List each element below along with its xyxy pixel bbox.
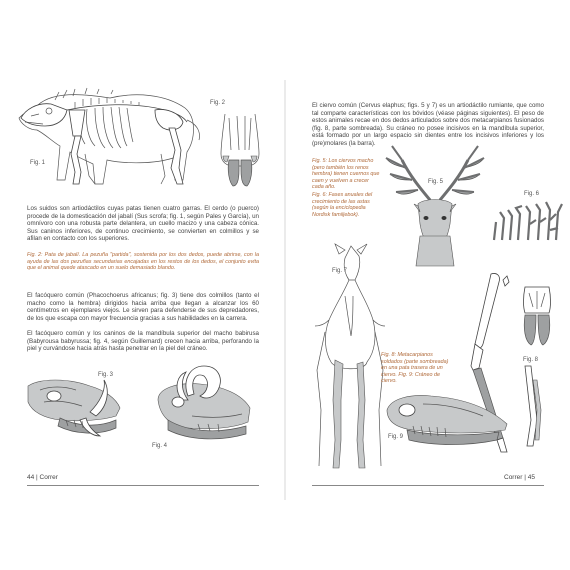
right-folio: Correr | 45 <box>504 474 535 481</box>
left-paragraph-1: Los suidos son artiodáctilos cuyas patas tienen cuatro garras. El cerdo (o puerco) procede de la domesticación del jabalí (Sus scrofa; fig. 1, según Pales y García), un omnívoro con una robusta parte delantera, un cuello macizo y una cabeza cónica. Sus caninos inferiores, de continuo crecimiento, se convierten en colmillos y se afilan en contacto con los superiores. <box>27 205 259 243</box>
babirusa-skull-illustration <box>148 360 258 450</box>
fig8-label: Fig. 8 <box>523 357 539 363</box>
antler-growth-stages-illustration <box>490 200 565 245</box>
warthog-skull-illustration <box>20 372 130 442</box>
deer-hoof-illustration <box>517 283 557 353</box>
left-paragraph-2: El facóquero común (Phacochoerus africanus; fig. 3) tiene dos colmillos (tanto el macho como la hembra) dirigidos hacia arriba que llegan a alcanzar los 60 centímetros en ejemplares viejos. Le sirven para defenderse de sus depredadores, de los que escapa con mayor frecuencia gracias a sus habilidades en la carrera. <box>27 292 259 322</box>
fig3-label: Fig. 3 <box>98 372 114 378</box>
right-caption-fig8-9: Fig. 8: Metacarpianos soldados (parte sombreada) en una pata trasera de un ciervo. Fig. 9: Cráneo de ciervo. <box>381 352 449 385</box>
fig7-label: Fig. 7 <box>332 268 348 274</box>
deer-skull-illustration <box>383 390 513 450</box>
right-caption-fig5: Fig. 5: Los ciervos macho (pero también los renos hembra) tienen cuernos que caen y vuelven a crecer cada año. <box>312 158 380 191</box>
boar-skeleton-illustration <box>15 80 215 200</box>
fig9-label: Fig. 9 <box>388 434 404 440</box>
fig6-label: Fig. 6 <box>524 191 540 197</box>
left-paragraph-3: El facóquero común y los caninos de la mandíbula superior del macho babirusa (Babyrousa babyrussa; fig. 4, según Guillemard) crecen hacia arriba, perforando la piel y curvándose hacia atrás hasta penetrar en la piel del cráneo. <box>27 330 259 353</box>
left-folio-rule <box>27 485 259 486</box>
right-paragraph-1: El ciervo común (Cervus elaphus; figs. 5 y 7) es un artiodáctilo rumiante, que como tal comparte características con los bóvidos (véase páginas siguientes). El peso de estos animales recae en dos dedos articulados sobre dos metacarpianos fusionados (fig. 8, parte sombreada). Su cráneo no posee incisivos en la mandíbula superior, está formado por un largo espacio sin dientes entre los incisivos inferiores y los (pre)molares (la barra). <box>312 102 544 147</box>
right-folio-rule <box>312 485 544 486</box>
fig4-label: Fig. 4 <box>152 443 168 449</box>
fig1-label: Fig. 1 <box>30 160 46 166</box>
fig2-label: Fig. 2 <box>210 100 226 106</box>
right-page <box>285 0 570 570</box>
right-caption-fig6: Fig. 6: Fases anuales del crecimiento de las astas (según la enciclopedia Nordisk familjebok). <box>312 192 373 218</box>
left-caption-fig2: Fig. 2: Pata de jabalí. La pezuña "partida", sostenida por los dos dedos, puede abrirse, con la ayuda de las dos pezuñas secundarias encajadas en los restos de los dedos, el conjunto evita que el animal quede atascado en un suelo demasiado blando. <box>27 252 259 272</box>
left-folio: 44 | Correr <box>27 474 58 481</box>
boar-foot-illustration <box>215 110 265 190</box>
fig5-label: Fig. 5 <box>428 179 444 185</box>
